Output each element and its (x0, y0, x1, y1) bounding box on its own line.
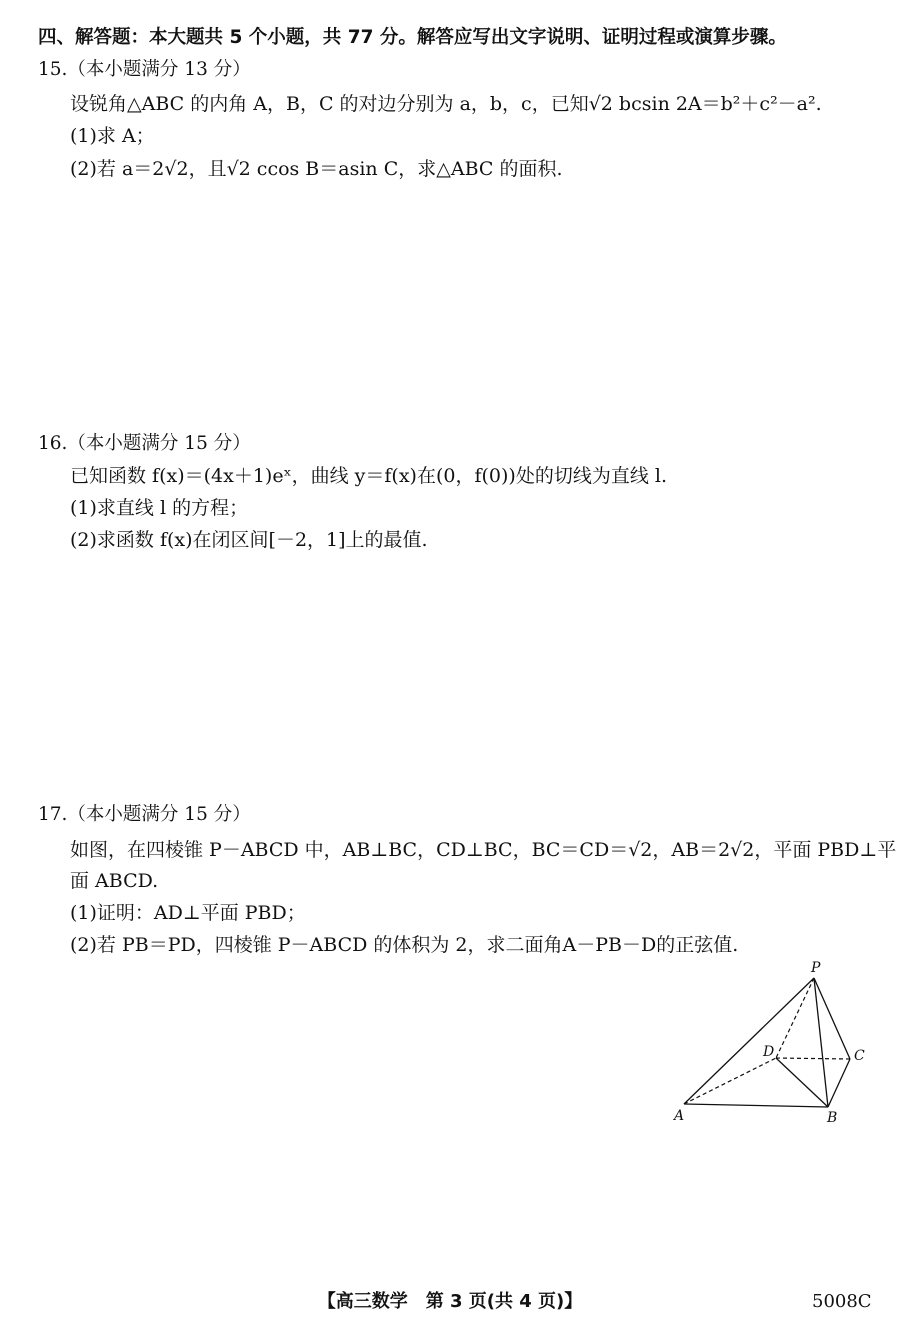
edge-PD-hidden (776, 978, 814, 1058)
edge-DC-hidden (776, 1058, 850, 1059)
problem-17-part-1: (1)证明：AD⊥平面 PBD； (70, 902, 306, 924)
label-D: D (763, 1044, 775, 1060)
edge-PC (814, 978, 850, 1059)
label-C: C (854, 1048, 865, 1064)
edge-PB (814, 978, 828, 1107)
page-footer: 【高三数学 第 3 页(共 4 页)】 (317, 1291, 583, 1312)
problem-16-part-1: (1)求直线 l 的方程； (70, 497, 249, 519)
problem-15-part-1: (1)求 A； (70, 125, 155, 147)
edge-PA (684, 978, 814, 1104)
edge-AB (684, 1104, 828, 1107)
problem-17-statement-line-2: 面 ABCD. (70, 870, 159, 892)
problem-15-part-2: (2)若 a＝2√2，且√2 ccos B＝asin C，求△ABC 的面积. (70, 158, 563, 180)
label-P: P (811, 960, 821, 976)
problem-17-header: 17.（本小题满分 15 分） (38, 804, 251, 825)
problem-16-part-2: (2)求函数 f(x)在闭区间[－2，1]上的最值. (70, 529, 428, 551)
pyramid-figure (664, 954, 884, 1134)
edge-BD (776, 1058, 828, 1107)
label-A: A (674, 1108, 685, 1124)
label-B: B (827, 1110, 838, 1126)
problem-17-statement-line-1: 如图，在四棱锥 P－ABCD 中，AB⊥BC，CD⊥BC，BC＝CD＝√2，AB＝2√2，平面 PBD⊥平 (70, 839, 897, 861)
edge-BC (828, 1059, 850, 1107)
edge-AD-hidden (684, 1058, 776, 1104)
problem-15-header: 15.（本小题满分 13 分） (38, 59, 251, 80)
problem-16-header: 16.（本小题满分 15 分） (38, 433, 251, 454)
problem-15-statement: 设锐角△ABC 的内角 A，B，C 的对边分别为 a，b，c，已知√2 bcsin 2A＝b²＋c²－a². (70, 93, 822, 115)
paper-code: 5008C (812, 1291, 872, 1312)
problem-17-part-2: (2)若 PB＝PD，四棱锥 P－ABCD 的体积为 2，求二面角A－PB－D的正弦值. (70, 934, 739, 956)
section-header: 四、解答题：本大题共 5 个小题，共 77 分。解答应写出文字说明、证明过程或演算步骤。 (38, 27, 787, 48)
problem-16-statement: 已知函数 f(x)＝(4x＋1)eˣ，曲线 y＝f(x)在(0，f(0))处的切线为直线 l. (70, 465, 667, 487)
